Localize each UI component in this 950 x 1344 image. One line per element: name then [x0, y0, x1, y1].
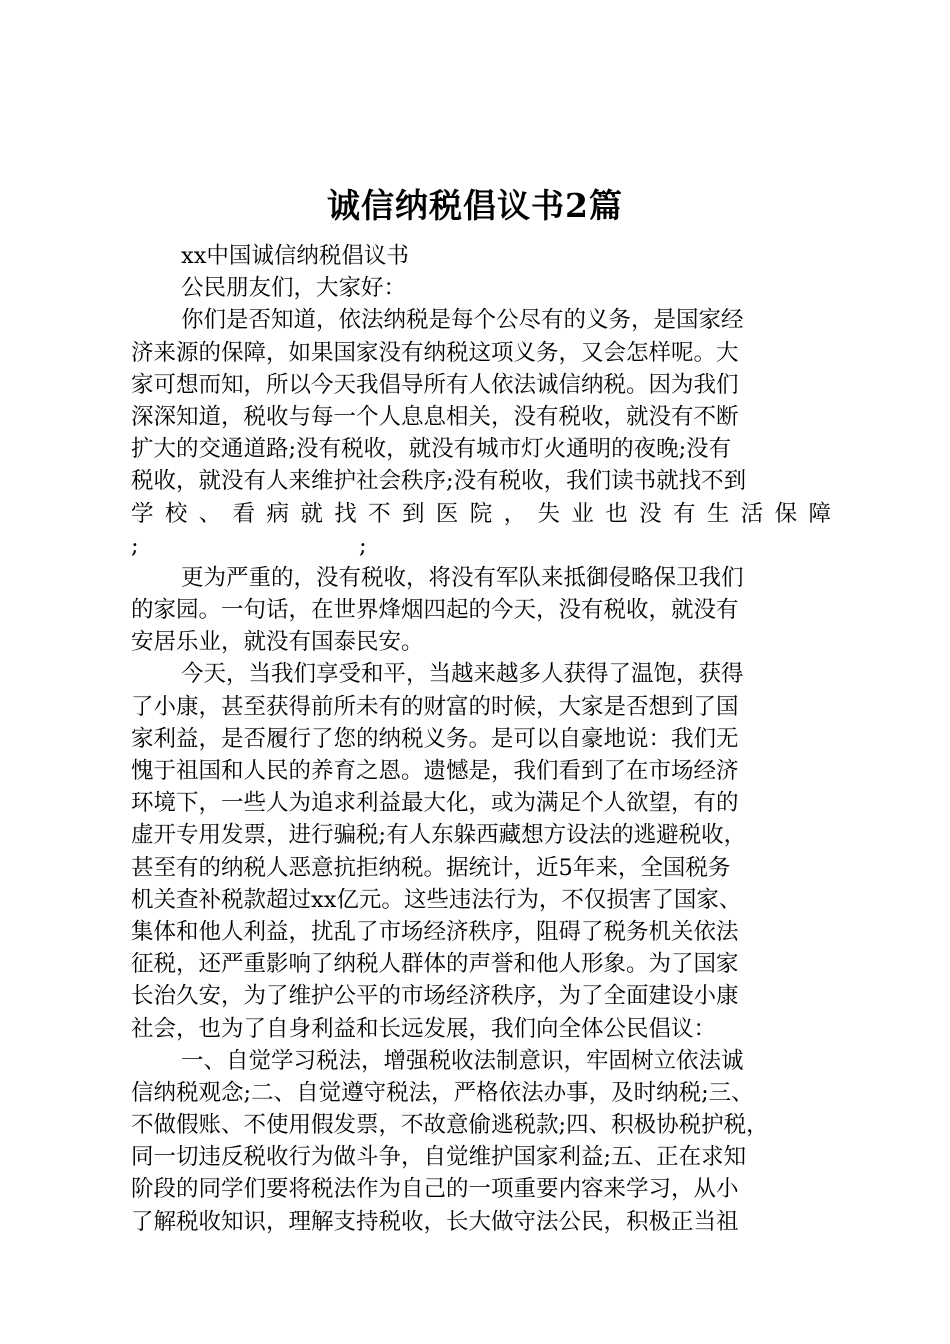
paragraph-line: 今天，当我们享受和平，当越来越多人获得了温饱，获得 [181, 661, 744, 688]
paragraph-line: 了小康，甚至获得前所未有的财富的时候，大家是否想到了国 [131, 693, 739, 720]
paragraph-line: 一、自觉学习税法，增强税收法制意识，牢固树立依法诚 [181, 1047, 744, 1074]
paragraph-line: 信纳税观念;二、自觉遵守税法，严格依法办事，及时纳税;三、 [131, 1079, 754, 1106]
paragraph-line: 深深知道，税收与每一个人息息相关，没有税收，就没有不断 [131, 403, 739, 430]
document-title: 诚信纳税倡议书2篇 [327, 186, 623, 225]
paragraph-line: 环境下，一些人为追求利益最大化，或为满足个人欲望，有的 [131, 790, 739, 817]
paragraph-line: 扩大的交通道路;没有税收，就没有城市灯火通明的夜晚;没有 [131, 436, 732, 463]
paragraph-line: 阶段的同学们要将税法作为自己的一项重要内容来学习，从小 [131, 1176, 739, 1203]
paragraph-line: 的家园。一句话，在世界烽烟四起的今天，没有税收，就没有 [131, 597, 739, 624]
paragraph-line: 征税，还严重影响了纳税人群体的声誉和他人形象。为了国家 [131, 951, 739, 978]
paragraph-line: 同一切违反税收行为做斗争，自觉维护国家利益;五、正在求知 [131, 1144, 747, 1171]
paragraph-line: 安居乐业，就没有国泰民安。 [131, 629, 424, 656]
paragraph-line: 更为严重的，没有税收，将没有军队来抵御侵略保卫我们 [181, 564, 744, 591]
salutation-line: 公民朋友们，大家好： [181, 275, 407, 302]
semicolon-mark: ; [359, 532, 367, 559]
semicolon-mark: ; [131, 532, 139, 559]
paragraph-line: 你们是否知道，依法纳税是每个公尽有的义务，是国家经 [181, 307, 744, 334]
subtitle-line: xx中国诚信纳税倡议书 [181, 243, 409, 269]
paragraph-line: 长治久安，为了维护公平的市场经济秩序，为了全面建设小康 [131, 983, 739, 1010]
paragraph-line: 机关查补税款超过xx亿元。这些违法行为，不仅损害了国家、 [131, 886, 742, 913]
paragraph-line: 甚至有的纳税人恶意抗拒纳税。据统计，近5年来，全国税务 [131, 854, 731, 881]
paragraph-line: 家利益，是否履行了您的纳税义务。是可以自豪地说：我们无 [131, 725, 739, 752]
document-body [131, 240, 831, 1238]
paragraph-line: 集体和他人利益，扰乱了市场经济秩序，阻碍了税务机关依法 [131, 918, 739, 945]
paragraph-line: 社会，也为了自身利益和长远发展，我们向全体公民倡议： [131, 1015, 717, 1042]
paragraph-line: 不做假账、不使用假发票，不故意偷逃税款;四、积极协税护税， [131, 1112, 769, 1139]
paragraph-line: 学校、看病就找不到医院，失业也没有生活保障 [131, 500, 831, 527]
paragraph-line: 家可想而知，所以今天我倡导所有人依法诚信纳税。因为我们 [131, 371, 739, 398]
paragraph-line: 税收，就没有人来维护社会秩序;没有税收，我们读书就找不到 [131, 468, 747, 495]
paragraph-line: 虚开专用发票，进行骗税;有人东躲西藏想方设法的逃避税收， [131, 822, 747, 849]
paragraph-line: 愧于祖国和人民的养育之恩。遗憾是，我们看到了在市场经济 [131, 758, 739, 784]
paragraph-line: 济来源的保障，如果国家没有纳税这项义务，又会怎样呢。大 [131, 339, 739, 366]
semicolon-line [131, 530, 831, 562]
paragraph-line: 了解税收知识，理解支持税收，长大做守法公民，积极正当祖 [131, 1208, 739, 1235]
